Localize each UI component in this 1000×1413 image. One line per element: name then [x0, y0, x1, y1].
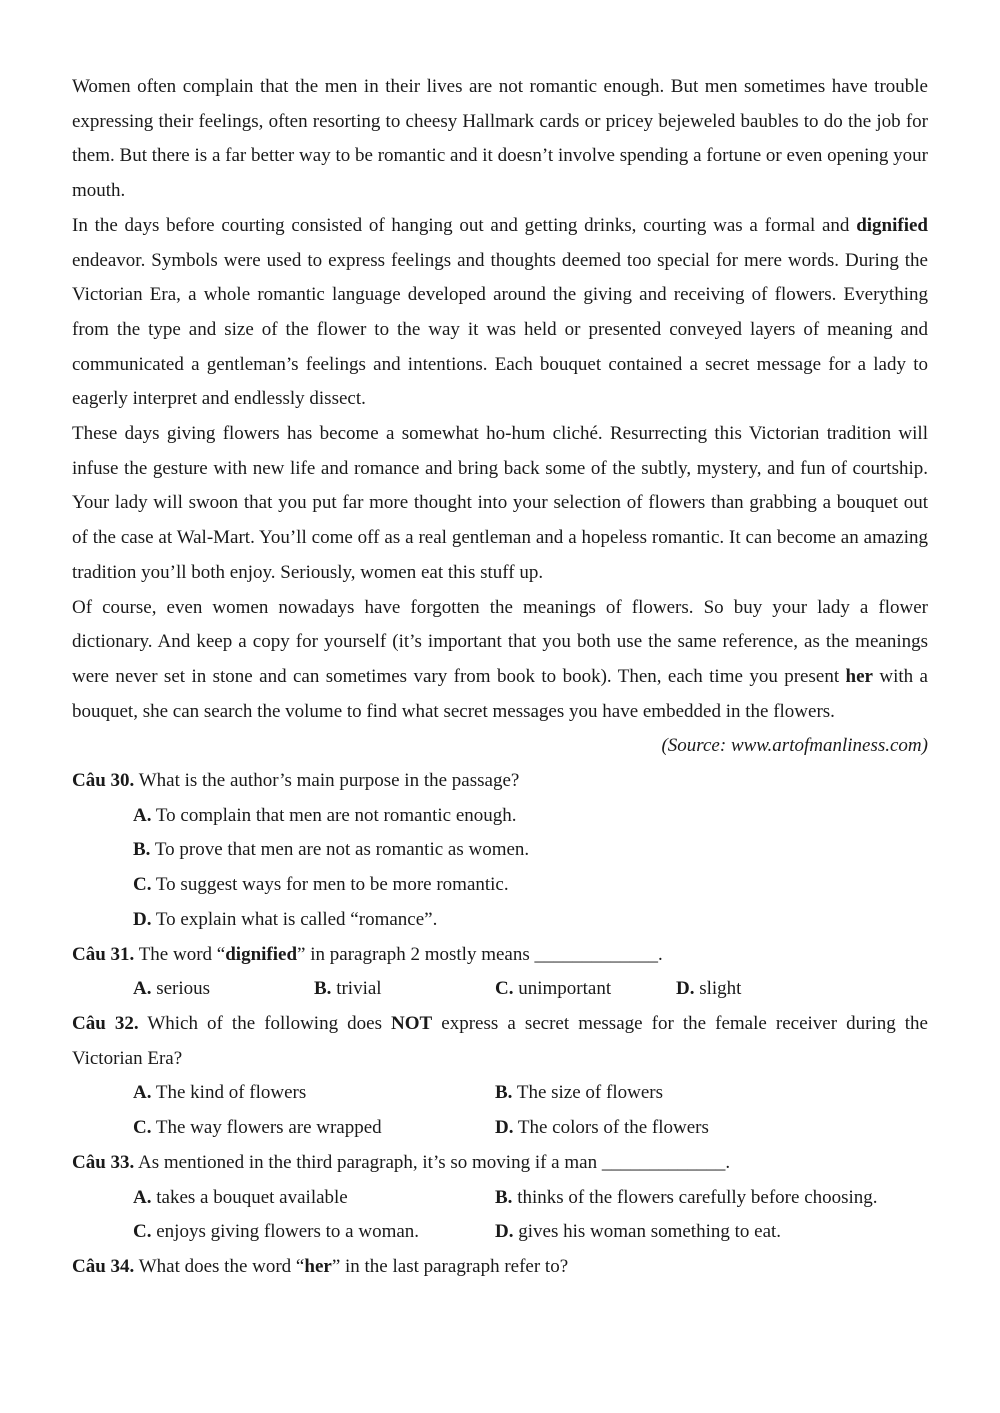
- q31-options: [133, 972, 928, 1007]
- paragraph-2: In the days before courting consisted of hanging out and getting drinks, courting was a formal and dignified endeavor. Symbols were used to express feelings and thoughts deemed too special for mere words. During the Victorian Era, a whole romantic language developed around the giving and receiving of flowers. Everything from the type and size of the flower to the way it was held or presented conveyed layers of meaning and communicated a gentleman’s feelings and intentions. Each bouquet contained a secret message for a lady to eagerly interpret and endlessly dissect.: [72, 214, 928, 410]
- q32-option-b: B. The size of flowers: [495, 1082, 663, 1104]
- q30-option-a: A. To complain that men are not romantic enough.: [133, 804, 517, 826]
- q31-option-c: C. unimportant: [495, 978, 612, 1000]
- question-32: Câu 32. Which of the following does NOT express a secret message for the female receiver during the Victorian Era?: [72, 1012, 928, 1069]
- q31-option-b: B. trivial: [314, 978, 382, 1000]
- q30-option-d: D. To explain what is called “romance”.: [133, 908, 438, 930]
- q31-option-a: A. serious: [133, 978, 211, 1000]
- q33-options-row-1: [133, 1181, 928, 1216]
- q32-option-a: A. The kind of flowers: [133, 1082, 307, 1104]
- paragraph-3: These days giving flowers has become a somewhat ho-hum cliché. Resurrecting this Victorian tradition will infuse the gesture with new life and romance and bring back some of the subtly, mystery, and fun of courtship. Your lady will swoon that you put far more thought into your selection of flowers than grabbing a bouquet out of the case at Wal-Mart. You’ll come off as a real gentleman and a hopeless romantic. It can become an amazing tradition you’ll both enjoy. Seriously, women eat this stuff up.: [72, 423, 928, 583]
- question-33: Câu 33. As mentioned in the third paragraph, it’s so moving if a man _____________.: [72, 1151, 731, 1173]
- q33-option-b: B. thinks of the flowers carefully before choosing.: [495, 1186, 878, 1208]
- paragraph-4: Of course, even women nowadays have forgotten the meanings of flowers. So buy your lady a flower dictionary. And keep a copy for yourself (it’s important that you both use the same reference, as the meanings were never set in stone and can sometimes vary from book to book). Then, each time you present her with a bouquet, she can search the volume to find what secret messages you have embedded in the flowers.: [72, 596, 928, 722]
- document-page: [72, 70, 928, 1285]
- question-34: Câu 34. What does the word “her” in the last paragraph refer to?: [72, 1255, 569, 1277]
- q33-option-d: D. gives his woman something to eat.: [495, 1221, 782, 1243]
- keyword-her: her: [845, 665, 873, 687]
- question-30: Câu 30. What is the author’s main purpose in the passage?: [72, 770, 520, 792]
- q32-option-d: D. The colors of the flowers: [495, 1117, 709, 1139]
- question-31: Câu 31. The word “dignified” in paragraph 2 mostly means _____________.: [72, 943, 663, 965]
- keyword-dignified: dignified: [856, 214, 928, 236]
- q33-option-a: A. takes a bouquet available: [133, 1186, 348, 1208]
- source-citation: (Source: www.artofmanliness.com): [661, 735, 928, 757]
- q33-options-row-2: [133, 1215, 928, 1250]
- paragraph-1: Women often complain that the men in their lives are not romantic enough. But men sometimes have trouble expressing their feelings, often resorting to cheesy Hallmark cards or pricey bejeweled baubles to do the job for them. But there is a far better way to be romantic and it doesn’t involve spending a fortune or even opening your mouth.: [72, 76, 928, 202]
- q33-option-c: C. enjoys giving flowers to a woman.: [133, 1221, 420, 1243]
- q30-option-c: C. To suggest ways for men to be more romantic.: [133, 874, 509, 896]
- q31-option-d: D. slight: [676, 978, 742, 1000]
- q32-option-c: C. The way flowers are wrapped: [133, 1117, 382, 1139]
- q30-option-b: B. To prove that men are not as romantic as women.: [133, 839, 530, 861]
- q32-options-row-1: [133, 1076, 928, 1111]
- q32-options-row-2: [133, 1111, 928, 1146]
